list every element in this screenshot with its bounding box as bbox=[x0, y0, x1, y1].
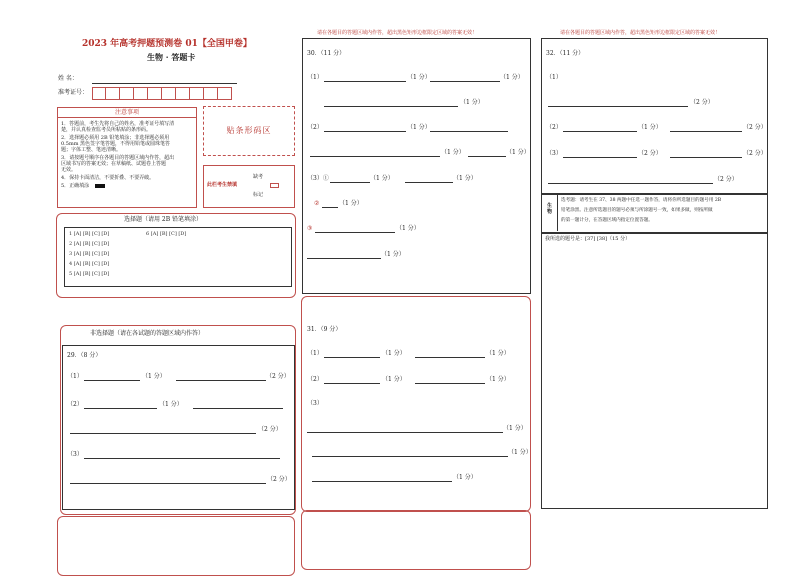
score-label: （1 分） bbox=[382, 376, 406, 383]
choice-row-1[interactable]: 1 [A] [B] [C] [D] bbox=[69, 231, 110, 237]
q32-part-1: （1） bbox=[546, 74, 562, 81]
elective-text-2: 铅笔涂黑。注意所选题目的题号必须与所涂题号一致，如果多做，则按所做 bbox=[561, 208, 713, 213]
absent-box bbox=[203, 165, 295, 208]
elective-choice[interactable]: 我所选的题号是：[37] [38]（15 分） bbox=[545, 236, 631, 242]
q30-part-2: （2） bbox=[307, 124, 323, 131]
choice-title: 选择题（请用 2B 铅笔填涂） bbox=[124, 216, 203, 223]
q30-part-1: （1） bbox=[307, 74, 323, 81]
score-label: （2 分） bbox=[743, 124, 767, 131]
notice-item: 题；字体工整、笔迹清晰。 bbox=[61, 147, 122, 153]
absent-title-1: 缺考 bbox=[253, 174, 264, 180]
score-label: （1 分） bbox=[381, 251, 405, 258]
answer-line[interactable] bbox=[324, 81, 406, 82]
q31-part-1: （1） bbox=[307, 350, 323, 357]
answer-line[interactable] bbox=[670, 157, 742, 158]
absent-note: 此栏考生禁填 bbox=[207, 182, 238, 188]
answer-line[interactable] bbox=[670, 131, 742, 132]
notice-item: 1．答题前，考生先将自己的姓名，准考证号填写清 bbox=[61, 121, 175, 127]
score-label: （1 分） bbox=[486, 376, 510, 383]
answer-line[interactable] bbox=[415, 383, 485, 384]
answer-line[interactable] bbox=[430, 81, 500, 82]
score-label: （1 分） bbox=[382, 350, 406, 357]
col2-extra-area bbox=[301, 510, 531, 570]
score-label: （1 分） bbox=[453, 474, 477, 481]
q31-part-3: （3） bbox=[307, 400, 323, 407]
answer-line[interactable] bbox=[548, 183, 713, 184]
notice-item: 无效。 bbox=[61, 167, 77, 173]
answer-line[interactable] bbox=[193, 408, 283, 409]
answer-line[interactable] bbox=[324, 131, 406, 132]
score-label: （1 分） bbox=[506, 149, 530, 156]
notice-item: 2．选择题必须用 2B 铅笔填涂；非选择题必须用 bbox=[61, 135, 170, 141]
score-label: （1 分） bbox=[142, 373, 166, 380]
answer-line[interactable] bbox=[324, 106, 458, 107]
score-label: （1 分） bbox=[638, 124, 662, 131]
score-label: （2 分） bbox=[266, 373, 290, 380]
answer-line[interactable] bbox=[307, 258, 381, 259]
answer-line[interactable] bbox=[563, 157, 637, 158]
barcode-area bbox=[203, 106, 295, 156]
answer-line[interactable] bbox=[324, 357, 380, 358]
answer-line[interactable] bbox=[176, 380, 266, 381]
elective-subject: 生物 bbox=[547, 203, 553, 215]
answer-line[interactable] bbox=[84, 380, 140, 381]
nonchoice-title: 非选择题（请在各试题的答题区域内作答） bbox=[90, 330, 205, 337]
page-title: 2023 年高考押题预测卷 01【全国甲卷】 bbox=[82, 39, 252, 49]
choice-row-5[interactable]: 5 [A] [B] [C] [D] bbox=[69, 271, 110, 277]
elective-text-1: 选考题：请考生在 37、38 两题中任选一题作答，请将你所选题目的题号用 2B bbox=[561, 198, 722, 203]
notice-item: 4．保持卡面清洁，不要折叠、不要弄破。 bbox=[61, 175, 155, 181]
score-label: （1 分） bbox=[508, 449, 532, 456]
answer-line[interactable] bbox=[312, 456, 508, 457]
q30-circle-2: ② bbox=[314, 200, 320, 207]
page-subtitle: 生物 · 答题卡 bbox=[147, 52, 196, 62]
score-label: （1 分） bbox=[460, 99, 484, 106]
answer-line[interactable] bbox=[310, 156, 440, 157]
notice-item: 3．请按题号顺序在各题目的答题区域内作答，超出 bbox=[61, 155, 175, 161]
score-label: （2 分） bbox=[743, 150, 767, 157]
score-label: （1 分） bbox=[453, 175, 477, 182]
score-label: （1 分） bbox=[500, 74, 524, 81]
choice-row-6[interactable]: 6 [A] [B] [C] [D] bbox=[146, 231, 187, 237]
elective-answer-area bbox=[541, 233, 768, 509]
score-label: （2 分） bbox=[714, 176, 738, 183]
notice-item: 5．正确填涂 bbox=[61, 183, 90, 189]
score-label: （2 分） bbox=[267, 476, 291, 483]
answer-line[interactable] bbox=[84, 458, 280, 459]
score-label: （1 分） bbox=[159, 401, 183, 408]
answer-line[interactable] bbox=[563, 131, 637, 132]
student-id-boxes[interactable] bbox=[92, 87, 232, 100]
score-label: （1 分） bbox=[407, 124, 431, 131]
answer-line[interactable] bbox=[415, 357, 485, 358]
col3-warning: 请在各题目的答题区域内作答，超出黑色矩形边框限定区域的答案无效！ bbox=[560, 30, 721, 36]
answer-line[interactable] bbox=[468, 156, 506, 157]
score-label: （2 分） bbox=[638, 150, 662, 157]
notice-item: 0.5mm 黑色签字笔答题，不得用铅笔或圆珠笔答 bbox=[61, 141, 171, 147]
score-label: （1 分） bbox=[503, 425, 527, 432]
answer-line[interactable] bbox=[315, 232, 395, 233]
q30-title: 30．（11 分） bbox=[307, 50, 346, 57]
answer-line[interactable] bbox=[307, 432, 503, 433]
notice-item: 区域书写的答案无效；在草稿纸、试题卷上答题 bbox=[61, 161, 167, 167]
score-label: （1 分） bbox=[486, 350, 510, 357]
student-id-label: 准考证号： bbox=[58, 89, 89, 96]
name-label: 姓 名： bbox=[58, 75, 78, 82]
score-label: （1 分） bbox=[441, 149, 465, 156]
q31-part-2: （2） bbox=[307, 376, 323, 383]
answer-line[interactable] bbox=[70, 483, 266, 484]
absent-title-2: 标记 bbox=[253, 192, 264, 198]
q31-title: 31．（9 分） bbox=[307, 326, 342, 333]
score-label: （2 分） bbox=[690, 99, 714, 106]
answer-line[interactable] bbox=[70, 433, 256, 434]
answer-line[interactable] bbox=[405, 182, 453, 183]
col2-warning: 请在各题目的答题区域内作答，超出黑色矩形边框限定区域的答案无效！ bbox=[317, 30, 478, 36]
q32-part-2: （2） bbox=[546, 124, 562, 131]
notice-title: 注意事项 bbox=[58, 108, 196, 118]
score-label: （2 分） bbox=[258, 426, 282, 433]
notice-box bbox=[57, 107, 197, 208]
q32-box bbox=[541, 38, 768, 195]
score-label: （1 分） bbox=[339, 200, 363, 207]
q30-circle-3: ③ bbox=[307, 225, 313, 232]
q29-title: 29．（8 分） bbox=[67, 352, 102, 359]
answer-line[interactable] bbox=[324, 383, 380, 384]
elective-text-3: 的第一题计分，在答题区域内指定位置答题。 bbox=[561, 218, 653, 223]
filled-sample-icon bbox=[95, 184, 105, 188]
answer-line[interactable] bbox=[430, 131, 508, 132]
q29-part-1: （1） bbox=[67, 373, 83, 380]
answer-line[interactable] bbox=[322, 207, 338, 208]
score-label: （1 分） bbox=[370, 175, 394, 182]
q32-part-3: （3） bbox=[546, 150, 562, 157]
elective-label bbox=[543, 195, 558, 231]
score-label: （1 分） bbox=[396, 225, 420, 232]
q30-part-3: （3）① bbox=[307, 175, 329, 182]
q29-part-2: （2） bbox=[67, 401, 83, 408]
extra-area bbox=[57, 516, 295, 576]
notice-item: 楚，并认真检查监考员所粘贴的条形码。 bbox=[61, 127, 152, 133]
answer-line[interactable] bbox=[84, 408, 157, 409]
q29-part-3: （3） bbox=[67, 451, 83, 458]
answer-line[interactable] bbox=[312, 481, 452, 482]
name-field[interactable] bbox=[92, 83, 237, 84]
answer-line[interactable] bbox=[330, 182, 370, 183]
barcode-label: 贴条形码区 bbox=[226, 126, 272, 135]
choice-row-2[interactable]: 2 [A] [B] [C] [D] bbox=[69, 241, 110, 247]
score-label: （1 分） bbox=[407, 74, 431, 81]
absent-checkbox[interactable] bbox=[270, 183, 279, 188]
choice-row-3[interactable]: 3 [A] [B] [C] [D] bbox=[69, 251, 110, 257]
answer-line[interactable] bbox=[548, 106, 688, 107]
choice-row-4[interactable]: 4 [A] [B] [C] [D] bbox=[69, 261, 110, 267]
q32-title: 32．（11 分） bbox=[546, 50, 585, 57]
